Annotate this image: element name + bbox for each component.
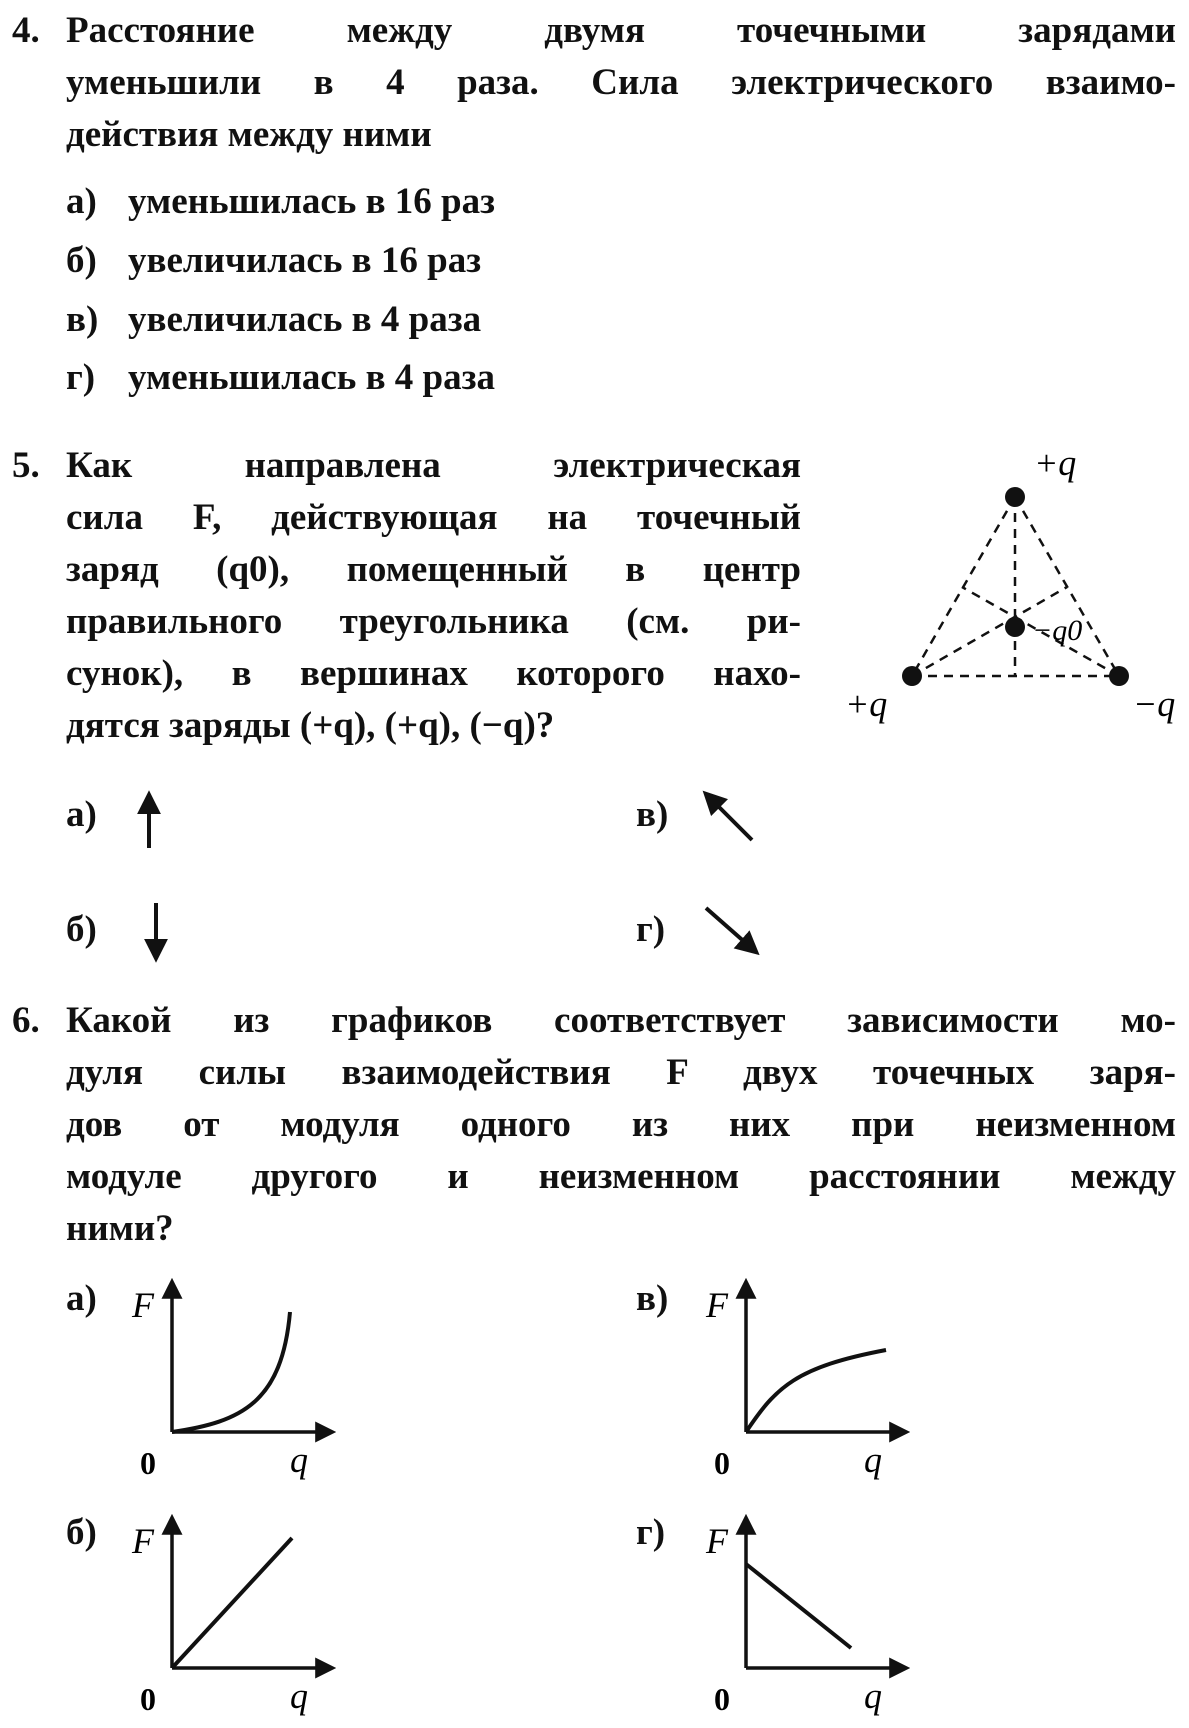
question-6-line: дов от модуля одного из них при неизменном [66,1104,1176,1145]
x-axis-label: q [864,1676,882,1716]
question-4-line: Расстояние между двумя точечными зарядами [66,10,1176,51]
question-6-line: ними? [66,1208,174,1249]
arrow-up-left-icon [706,794,752,840]
question-5-line: Как направлена электрическая [66,445,801,486]
charge-top [1005,487,1025,507]
y-axis-label: F [706,1285,728,1325]
x-axis-label: q [864,1440,882,1480]
option-letter: г) [636,1512,666,1553]
graph-curve [172,1312,290,1432]
question-5-line: сила F, действующая на точечный [66,497,801,538]
arrow-down-right-icon [706,908,756,952]
charge-label-right: −q [1133,684,1176,724]
charge-label-left: +q [845,684,888,724]
option-letter: в) [636,794,669,835]
question-4-line: действия между ними [66,114,432,155]
question-4-line: уменьшили в 4 раза. Сила электрического взаимо- [66,62,1176,103]
option-letter: в) [636,1278,669,1319]
y-axis-label: F [132,1521,154,1561]
option-letter: б) [66,240,97,281]
graph-linear-decreasing [705,1518,906,1717]
x-axis-label: q [290,1676,308,1716]
triangle-charges-figure [912,497,1119,676]
origin-label: 0 [140,1681,156,1717]
option-letter: б) [66,909,97,950]
option-text: уменьшилась в 4 раза [128,357,496,398]
question-4-number: 4. [12,10,40,51]
option-letter: в) [66,299,99,340]
charge-center [1005,617,1025,637]
question-5-line: правильного треугольника (см. ри- [66,601,801,642]
question-6-line: Какой из графиков соответствует зависимости мо- [66,1000,1176,1041]
charge-label-center: −q0 [1032,614,1083,647]
graph-concave-increasing [705,1282,906,1481]
y-axis-label: F [706,1521,728,1561]
x-axis-label: q [290,1440,308,1480]
graph-curve [746,1350,886,1432]
option-text: увеличилась в 16 раз [128,240,482,281]
question-6-line: модуле другого и неизменном расстоянии между [66,1156,1176,1197]
origin-label: 0 [714,1445,730,1481]
option-letter: б) [66,1512,97,1553]
charge-right [1109,666,1129,686]
option-letter: г) [636,909,666,950]
charge-label-top: +q [1034,443,1077,483]
option-letter: а) [66,794,97,835]
question-6-line: дуля силы взаимодействия F двух точечных заря- [66,1052,1176,1093]
option-text: уменьшилась в 16 раз [128,181,496,222]
option-letter: а) [66,1278,97,1319]
question-5-line: заряд (q0), помещенный в центр [66,549,801,590]
y-axis-label: F [132,1285,154,1325]
question-5-number: 5. [12,445,40,486]
option-letter: г) [66,357,96,398]
question-5-line: сунок), в вершинах которого нахо- [66,653,801,694]
question-5-line: дятся заряды (+q), (+q), (−q)? [66,705,555,746]
graph-convex-increasing [131,1282,332,1481]
option-letter: а) [66,181,97,222]
question-6-number: 6. [12,1000,40,1041]
graph-curve [172,1538,292,1668]
origin-label: 0 [714,1681,730,1717]
option-text: увеличилась в 4 раза [128,299,482,340]
graph-linear-increasing [131,1518,332,1717]
origin-label: 0 [140,1445,156,1481]
charge-left [902,666,922,686]
graph-curve [746,1564,851,1648]
